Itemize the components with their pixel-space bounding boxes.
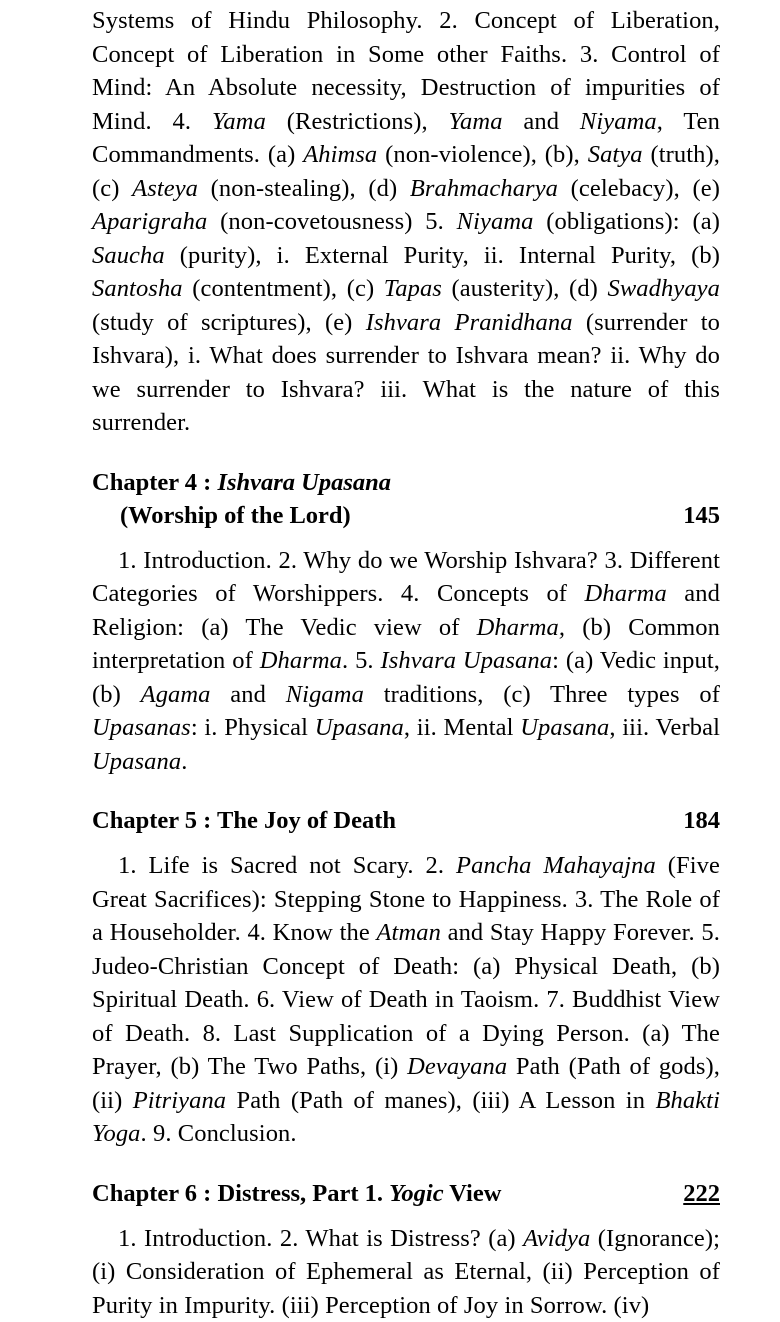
chapter-6-title-italic: Yogic [389,1180,443,1207]
text-run: and [503,108,580,135]
text-run: and Religion: (a) The Vedic view of [92,580,720,641]
italic-term: Niyama [580,108,657,135]
italic-term: Avidya [523,1225,590,1252]
text-run: (truth), (c) [92,141,720,202]
italic-term: Upasana [92,748,181,775]
italic-term: Bhakti Yoga [92,1087,720,1148]
text-run: , Ten Commandments. (a) [92,108,720,169]
text-run: 1. Introduction. 2. Why do we Worship Ishvara? 3. Different Categories of Worshippers. 4. Concepts of [92,547,720,608]
italic-term: Niyama [457,208,534,235]
text-run: Path (Path of gods), (ii) [92,1053,720,1114]
italic-term: Pitriyana [133,1087,226,1114]
italic-term: Yama [449,108,503,135]
chapter-6-title-line1 [92,1180,501,1207]
text-run: . 9. Conclusion. [141,1120,297,1147]
text-run: : i. Physical [191,714,315,741]
italic-term: Satya [588,141,643,168]
text-run: 1. Introduction. 2. What is Distress? (a) [118,1225,523,1252]
text-run: Path (Path of manes), (iii) A Lesson in [226,1087,655,1114]
chapter-6-page-number: 222 [667,1177,720,1210]
italic-term: Ishvara Pranidhana [366,309,573,336]
chapter-4-title-line1 [92,469,391,496]
chapter-5-title [92,804,667,837]
italic-term: Dharma [260,647,342,674]
italic-term: Brahmacharya [410,175,558,202]
italic-term: Saucha [92,242,165,269]
text-run: Systems of Hindu Philosophy. 2. Concept of Liberation, Concept of Liberation in Some other Faiths. 3. Control of Mind: An Absolute necessity, Destruction of impurities of Mind. 4. [92,7,720,135]
italic-term: Dharma, [477,614,566,641]
text-run: . 5. [342,647,381,674]
chapter-5-contents [92,849,720,1151]
chapter-6-contents [92,1222,720,1322]
text-run: : (a) Vedic input, (b) [92,647,720,708]
chapter-5-title-line1: Chapter 5 : The Joy of Death [92,807,396,834]
chapter-6-title [92,1177,667,1210]
text-run: (celebacy), (e) [558,175,720,202]
chapter-4-title-italic: Ishvara Upasana [217,469,391,496]
chapter-4-page-number: 145 [667,499,720,532]
italic-term: Asteya [132,175,198,202]
chapter-6-label: Chapter 6 : Distress, Part 1. [92,1180,389,1207]
text-run: (Five Great Sacrifices): Stepping Stone to Happiness. 3. The Role of a Householder. 4. Know the [92,852,720,946]
chapter-6-title-tail: View [444,1180,502,1207]
text-run: , iii. Verbal [609,714,720,741]
chapter-4-title-line2: (Worship of the Lord) [92,499,667,532]
chapter-4-label: Chapter 4 : [92,469,217,496]
chapter-heading-5 [92,804,720,837]
text-run: (non-stealing), (d) [198,175,410,202]
chapter-heading-6 [92,1177,720,1210]
text-run: . [181,748,187,775]
continued-paragraph [92,4,720,440]
italic-term: Devayana [407,1053,507,1080]
italic-term: Swadhyaya [608,275,721,302]
italic-term: Upasanas [92,714,191,741]
chapter-4-title [92,466,667,532]
italic-term: Santosha [92,275,183,302]
text-run: , ii. Mental [404,714,520,741]
italic-term: Aparigraha [92,208,207,235]
chapter-4-contents [92,544,720,779]
text-run: 1. Life is Sacred not Scary. 2. [118,852,456,879]
text-run: (Restrictions), [266,108,449,135]
italic-term: Yama [212,108,266,135]
text-run: (surrender to Ishvara), i. What does surrender to Ishvara mean? ii. Why do we surrender to Ishvara? iii. What is the nature of this surrender. [92,309,720,437]
text-run: (Ignorance); (i) Consideration of Ephemeral as Eternal, (ii) Perception of Purity in Impurity. (iii) Perception of Joy in Sorrow. (iv) [92,1225,720,1319]
italic-term: Nigama [286,681,364,708]
text-run: (non-violence), (b), [377,141,587,168]
text-run: (b) Common interpretation of [92,614,720,675]
italic-term: Dharma [585,580,667,607]
chapter-heading-4 [92,466,720,532]
italic-term: Ahimsa [303,141,377,168]
text-run: traditions, (c) Three types of [364,681,720,708]
text-run: and Stay Happy Forever. 5. Judeo-Christian Concept of Death: (a) Physical Death, (b) Spiritual Death. 6. View of Death in Taoism. 7. Buddhist View of Death. 8. Last Supplication of a Dying Person. (a) The Prayer, (b) The Two Paths, (i) [92,919,720,1080]
text-run: (non-covetousness) 5. [207,208,456,235]
italic-term: Upasana [315,714,404,741]
chapter-5-page-number: 184 [667,804,720,837]
italic-term: Upasana [520,714,609,741]
text-run: and [211,681,286,708]
italic-term: Pancha Mahayajna [456,852,656,879]
italic-term: Atman [376,919,440,946]
italic-term: Agama [141,681,211,708]
text-run: (obligations): (a) [533,208,720,235]
text-run: (study of scriptures), (e) [92,309,366,336]
italic-term: Tapas [384,275,442,302]
text-run: (contentment), (c) [183,275,384,302]
italic-term: Ishvara Upasana [381,647,553,674]
text-run: (austerity), (d) [442,275,608,302]
text-run: (purity), i. External Purity, ii. Internal Purity, (b) [165,242,720,269]
